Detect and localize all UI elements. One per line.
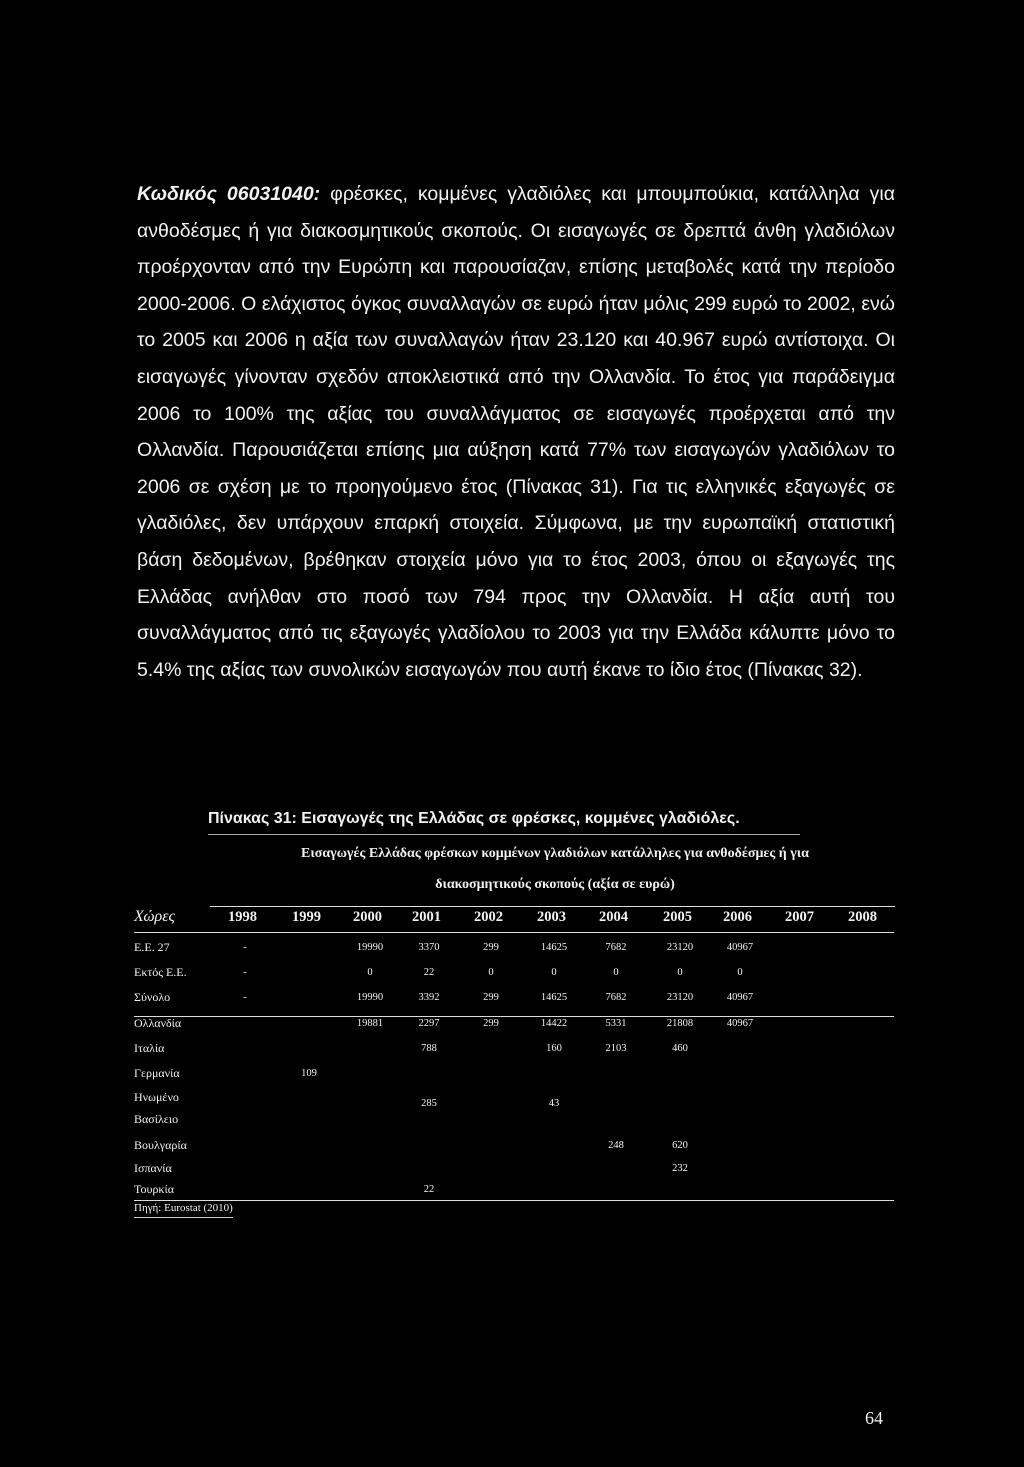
table-cell: - bbox=[243, 967, 247, 978]
year-header-1998: 1998 bbox=[228, 909, 257, 925]
table-cell: 22 bbox=[423, 967, 435, 978]
body-paragraph bbox=[137, 176, 895, 688]
table-cell: 23120 bbox=[666, 992, 694, 1003]
table-cell: 788 bbox=[421, 1043, 437, 1054]
table-cell: 0 bbox=[488, 967, 494, 978]
table-cell: 2297 bbox=[418, 1018, 440, 1029]
table-rule-subtotal bbox=[134, 1016, 894, 1017]
table-cell: 5331 bbox=[605, 1018, 627, 1029]
year-header-2007: 2007 bbox=[785, 909, 814, 925]
year-header-2008: 2008 bbox=[848, 909, 877, 925]
table-cell: 299 bbox=[483, 942, 499, 953]
table-cell: - bbox=[243, 942, 247, 953]
year-header-2001: 2001 bbox=[412, 909, 441, 925]
paragraph-text: φρέσκες, κομμένες γλαδιόλες και μπουμπούκια, κατάλληλα για ανθοδέσμες ή για διακοσμητικούς σκοπούς. Οι εισαγωγές σε δρεπτά άνθη γλαδιόλων προέρχονταν από την Ευρώπη και παρουσίαζαν, επίσης μεταβολές κατά την περίοδο 2000-2006. Ο ελάχιστος όγκος συναλλαγών σε ευρώ ήταν μόλις 299 ευρώ το 2002, ενώ το 2005 και 2006 η αξία των συναλλαγών ήταν 23.120 και 40.967 ευρώ αντίστοιχα. Οι εισαγωγές γίνονταν σχεδόν αποκλειστικά από την Ολλανδία. Το έτος για παράδειγμα 2006 το 100% της αξίας του συναλλάγματος σε εισαγωγές προέρχεται από την Ολλανδία. Παρουσιάζεται επίσης μια αύξηση κατά 77% των εισαγωγών γλαδιόλων το 2006 σε σχέση με το προηγούμενο έτος (Πίνακας 31). Για τις ελληνικές εξαγωγές σε γλαδιόλες, δεν υπάρχουν επαρκή στοιχεία. Σύμφωνα, με την ευρωπαϊκή στατιστική βάση δεδομένων, βρέθηκαν στοιχεία μόνο για το έτος 2003, όπου οι εξαγωγές της Ελλάδας ανήλθαν στο ποσό των 794 προς την Ολλανδία. Η αξία αυτή του συναλλάγματος από τις εξαγωγές γλαδίολου το 2003 για την Ελλάδα κάλυπτε μόνο το 5.4% της αξίας των συνολικών εισαγωγών που αυτή έκανε το ίδιο έτος (Πίνακας 32). bbox=[137, 183, 895, 681]
table-cell: 2103 bbox=[605, 1043, 627, 1054]
year-header-2004: 2004 bbox=[599, 909, 628, 925]
table-cell: 0 bbox=[367, 967, 373, 978]
table-cell: 14422 bbox=[540, 1018, 568, 1029]
year-header-2005: 2005 bbox=[663, 909, 692, 925]
table-cell: 3370 bbox=[418, 942, 440, 953]
row-label: Εκτός Ε.Ε. bbox=[134, 965, 187, 979]
table-cell: 19990 bbox=[356, 942, 384, 953]
year-header-2000: 2000 bbox=[353, 909, 382, 925]
table-cell: 232 bbox=[672, 1163, 688, 1174]
table-cell: - bbox=[243, 992, 247, 1003]
table-cell: 0 bbox=[677, 967, 683, 978]
table-cell: 3392 bbox=[418, 992, 440, 1003]
row-label: Σύνολο bbox=[134, 990, 171, 1004]
table-rule-header bbox=[134, 932, 894, 933]
product-code-label: Κωδικός 06031040: bbox=[137, 183, 321, 205]
table-cell: 0 bbox=[737, 967, 743, 978]
table-cell: 19990 bbox=[356, 992, 384, 1003]
table-rule-bottom bbox=[134, 1200, 894, 1201]
source-note: Πηγή: Eurostat (2010) bbox=[134, 1202, 233, 1214]
table-rule-top bbox=[210, 906, 895, 907]
table-cell: 23120 bbox=[666, 942, 694, 953]
table-cell: 248 bbox=[608, 1140, 624, 1151]
year-header-2006: 2006 bbox=[723, 909, 752, 925]
page-number: 64 bbox=[865, 1408, 883, 1428]
row-label: Γερμανία bbox=[134, 1066, 180, 1080]
row-label: Ε.Ε. 27 bbox=[134, 940, 170, 954]
table-cell: 299 bbox=[483, 1018, 499, 1029]
table-cell: 0 bbox=[613, 967, 619, 978]
table-cell: 0 bbox=[551, 967, 557, 978]
row-label: Ιταλία bbox=[134, 1041, 165, 1055]
row-label: Βουλγαρία bbox=[134, 1138, 187, 1152]
year-header-2002: 2002 bbox=[474, 909, 503, 925]
table-cell: 40967 bbox=[726, 942, 754, 953]
year-header-2003: 2003 bbox=[537, 909, 566, 925]
table-cell: 14625 bbox=[540, 942, 568, 953]
row-label: Ηνωμένο Βασίλειο bbox=[134, 1090, 179, 1126]
table-header-line-2: διακοσμητικούς σκοπούς (αξία σε ευρώ) bbox=[435, 877, 675, 892]
table-cell: 21808 bbox=[666, 1018, 694, 1029]
table-cell: 160 bbox=[546, 1043, 562, 1054]
row-label: Ισπανία bbox=[134, 1161, 172, 1175]
table-cell: 40967 bbox=[726, 1018, 754, 1029]
table-header-line-1: Εισαγωγές Ελλάδας φρέσκων κομμένων γλαδιόλων κατάλληλες για ανθοδέσμες ή για bbox=[301, 846, 809, 861]
year-header-1999: 1999 bbox=[292, 909, 321, 925]
row-label: Τουρκία bbox=[134, 1182, 174, 1196]
table-cell: 460 bbox=[672, 1043, 688, 1054]
table-cell: 7682 bbox=[605, 992, 627, 1003]
table-cell: 43 bbox=[548, 1098, 560, 1109]
table-cell: 19881 bbox=[356, 1018, 384, 1029]
row-label: Ολλανδία bbox=[134, 1016, 182, 1030]
table-cell: 22 bbox=[423, 1184, 435, 1195]
column-label-countries: Χώρες bbox=[134, 908, 176, 925]
table-cell: 40967 bbox=[726, 992, 754, 1003]
table-cell: 7682 bbox=[605, 942, 627, 953]
table-cell: 14625 bbox=[540, 992, 568, 1003]
table-cell: 285 bbox=[421, 1098, 437, 1109]
table-cell: 299 bbox=[483, 992, 499, 1003]
table-cell: 109 bbox=[301, 1068, 317, 1079]
table-title: Πίνακας 31: Εισαγωγές της Ελλάδας σε φρέσκες, κομμένες γλαδιόλες. bbox=[208, 810, 740, 827]
table-cell: 620 bbox=[672, 1140, 688, 1151]
